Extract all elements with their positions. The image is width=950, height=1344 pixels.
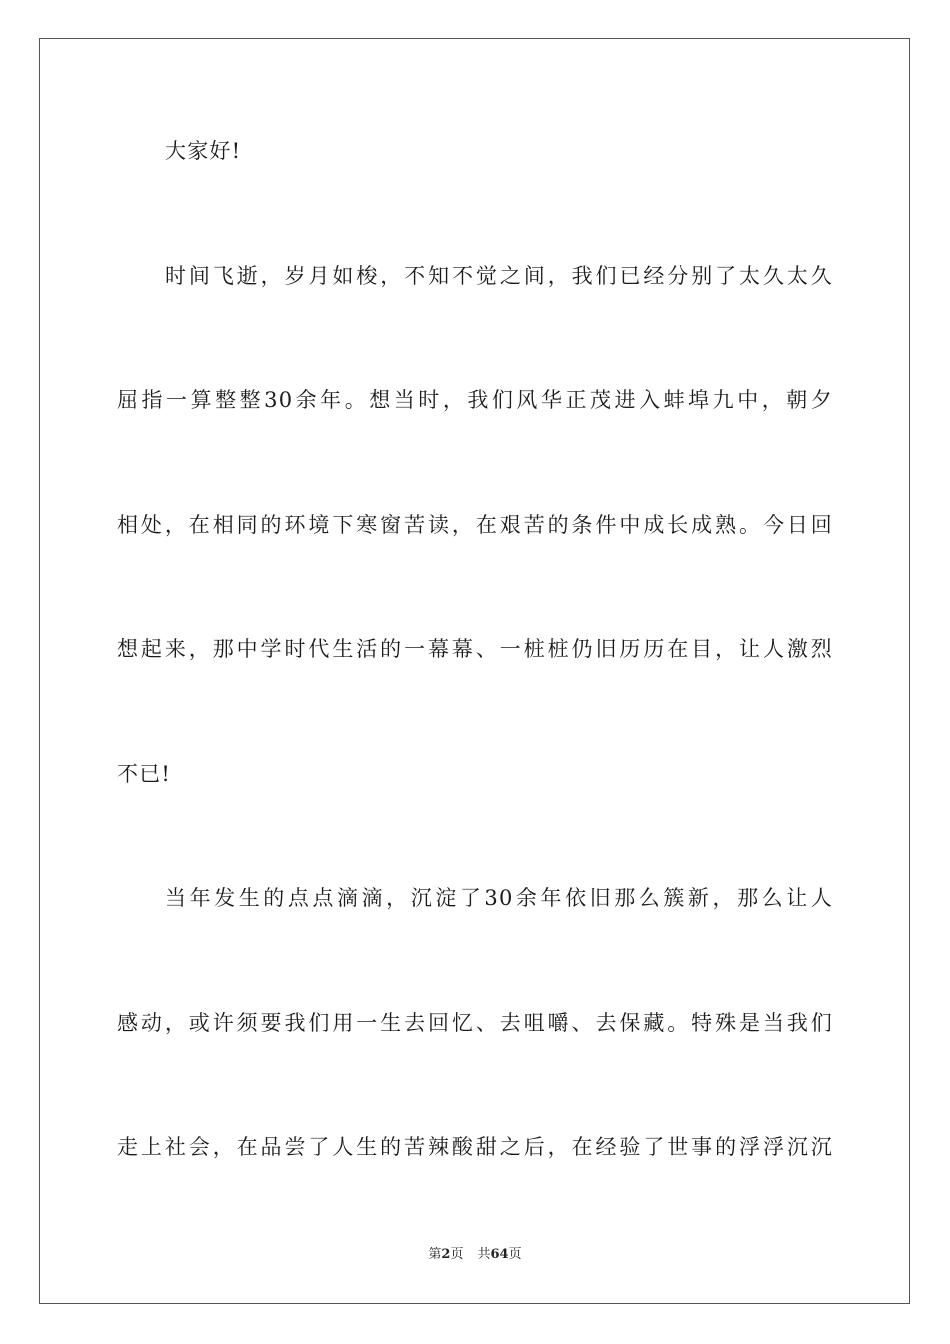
paragraph-2-line-3: 走上社会，在品尝了人生的苦辣酸甜之后，在经验了世事的浮浮沉沉 [117, 1135, 833, 1159]
total-prefix: 共 [477, 1247, 491, 1262]
paragraph-2-line-2: 感动，或许须要我们用一生去回忆、去咀嚼、去保藏。特殊是当我们 [117, 1011, 833, 1035]
total-pages: 64 [490, 1247, 509, 1262]
page-footer [0, 1246, 950, 1264]
greeting-line: 大家好! [165, 139, 242, 163]
page-border [39, 38, 910, 1304]
paragraph-1-line-1: 时间飞逝，岁月如梭，不知不觉之间，我们已经分别了太久太久 [165, 264, 833, 288]
page-suffix: 页 [450, 1247, 464, 1262]
paragraph-1-line-2: 屈指一算整整30余年。想当时，我们风华正茂进入蚌埠九中，朝夕 [117, 388, 833, 412]
paragraph-1-line-5: 不已! [117, 762, 172, 786]
total-suffix: 页 [508, 1247, 522, 1262]
page-prefix: 第 [428, 1247, 442, 1262]
paragraph-1-line-3: 相处，在相同的环境下寒窗苦读，在艰苦的条件中成长成熟。今日回 [117, 513, 833, 537]
page-number: 2 [441, 1247, 451, 1262]
paragraph-2-line-1: 当年发生的点点滴滴，沉淀了30余年依旧那么簇新，那么让人 [165, 886, 833, 910]
paragraph-1-line-4: 想起来，那中学时代生活的一幕幕、一桩桩仍旧历历在目，让人激烈 [117, 637, 833, 661]
